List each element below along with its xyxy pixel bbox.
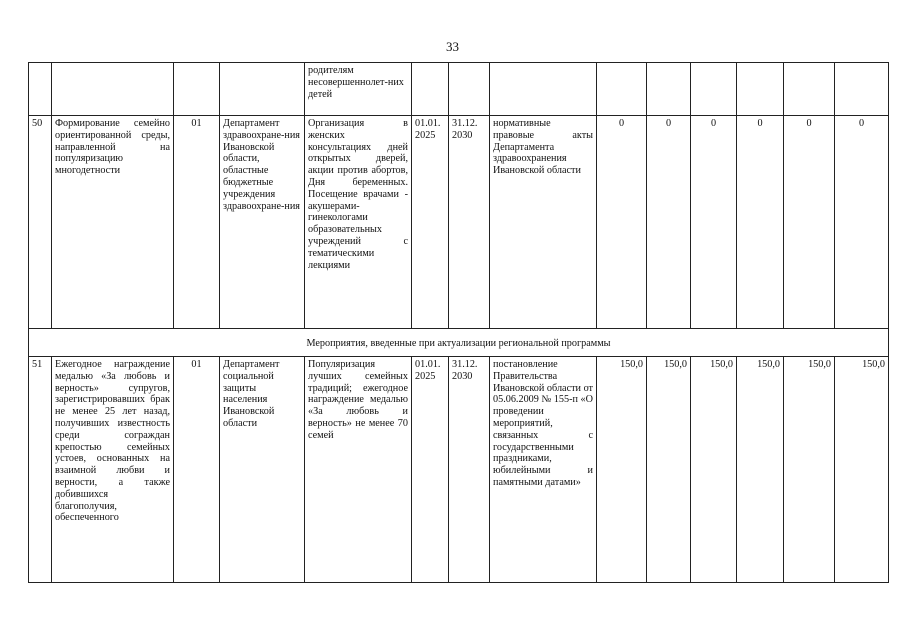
table-row-51: [29, 357, 889, 583]
cell-num: 51: [29, 357, 52, 583]
cell-value-2025: 150,0: [597, 357, 647, 583]
cell-end: [449, 63, 490, 116]
cell-value: [597, 63, 647, 116]
cell-basis: [490, 63, 597, 116]
program-table: [28, 62, 889, 583]
cell-start: 01.01. 2025: [412, 116, 449, 329]
cell-value-2026: 150,0: [647, 357, 691, 583]
cell-value: [784, 63, 835, 116]
cell-basis: нормативные правовые акты Департамента здравоохранения Ивановской области: [490, 116, 597, 329]
cell-code: 01: [174, 357, 220, 583]
cell-value-2028: 150,0: [737, 357, 784, 583]
cell-value: [835, 63, 889, 116]
cell-code: [174, 63, 220, 116]
cell-executor: Департамент социальной защиты населения Ивановской области: [220, 357, 305, 583]
cell-value: [691, 63, 737, 116]
table-row-continuation: [29, 63, 889, 116]
cell-name: Формирование семейно ориентированной среды, направленной на популяризацию многодетности: [52, 116, 174, 329]
cell-code: 01: [174, 116, 220, 329]
cell-executor: Департамент здравоохране-ния Ивановской области, областные бюджетные учреждения здравоохране-ния: [220, 116, 305, 329]
cell-value: [737, 63, 784, 116]
cell-value-2027: 150,0: [691, 357, 737, 583]
cell-value-2025: 0: [597, 116, 647, 329]
cell-value-2027: 0: [691, 116, 737, 329]
cell-end: 31.12. 2030: [449, 116, 490, 329]
cell-num: [29, 63, 52, 116]
section-header: Мероприятия, введенные при актуализации региональной программы: [29, 329, 889, 357]
cell-value-2026: 0: [647, 116, 691, 329]
cell-value-2030: 150,0: [835, 357, 889, 583]
cell-name: [52, 63, 174, 116]
section-header-row: [29, 329, 889, 357]
cell-value-2028: 0: [737, 116, 784, 329]
cell-name: Ежегодное награждение медалью «За любовь и верность» супругов, зарегистрировавших брак не менее 25 лет назад, получивших известность среди сограждан крепостью семейных устоев, основанных на взаимной любви и верности, а также добившихся благополучия, обеспеченного: [52, 357, 174, 583]
cell-executor: [220, 63, 305, 116]
cell-event: Популяризация лучших семейных традиций; ежегодное награждение медалью «За любовь и верность» не менее 70 семей: [305, 357, 412, 583]
cell-value-2029: 150,0: [784, 357, 835, 583]
cell-value-2029: 0: [784, 116, 835, 329]
table-row-50: [29, 116, 889, 329]
cell-num: 50: [29, 116, 52, 329]
cell-end: 31.12. 2030: [449, 357, 490, 583]
cell-event: родителям несовершеннолет-них детей: [305, 63, 412, 116]
cell-value-2030: 0: [835, 116, 889, 329]
cell-basis: постановление Правительства Ивановской области от 05.06.2009 № 155-п «О проведении мероприятий, связанных с государственными праздниками, юбилейными и памятными датами»: [490, 357, 597, 583]
page-number: 33: [446, 39, 459, 54]
cell-event: Организация в женских консультациях дней открытых дверей, акции против абортов, Дня беременных. Посещение врачами - акушерами-гинекологами образовательных учреждений с тематическими лекциями: [305, 116, 412, 329]
cell-start: [412, 63, 449, 116]
cell-start: 01.01. 2025: [412, 357, 449, 583]
cell-value: [647, 63, 691, 116]
